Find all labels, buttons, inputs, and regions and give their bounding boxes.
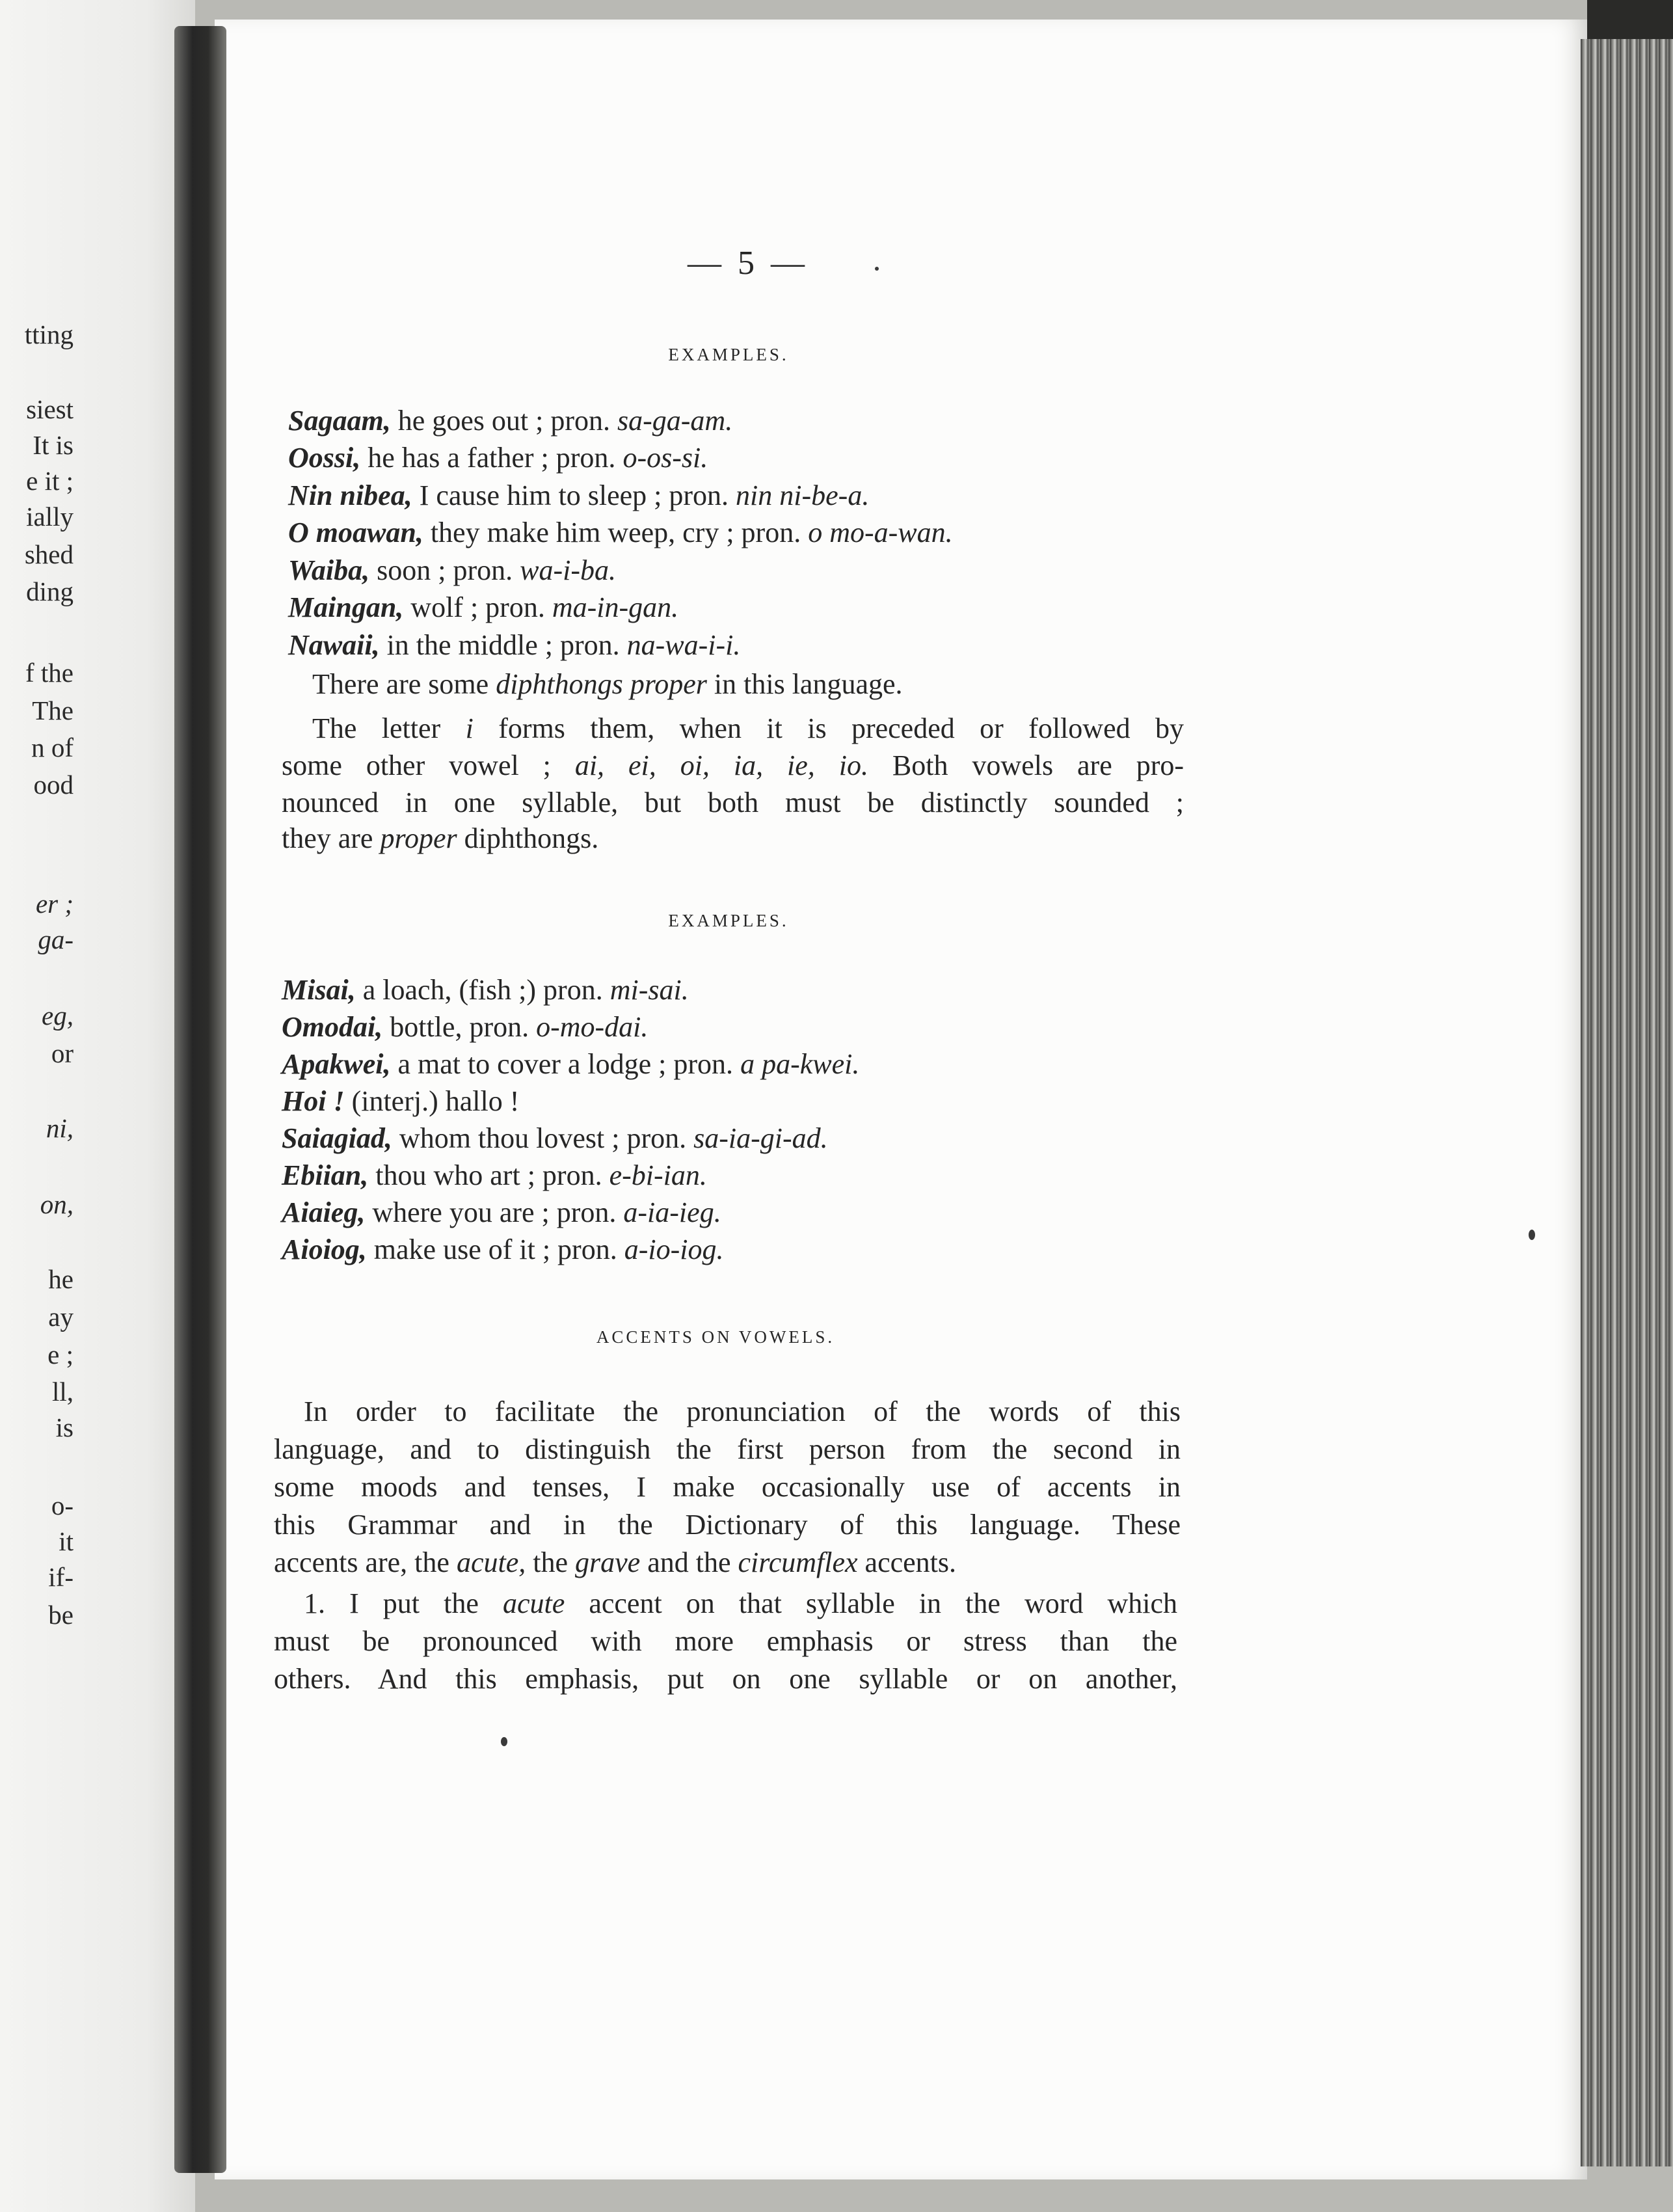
left-page-fragment: it [59, 1526, 74, 1556]
paragraph-line: must be pronounced with more emphasis or stress than the [274, 1625, 1177, 1657]
example-line: Ebiian, thou who art ; pron. e-bi-ian. [282, 1159, 707, 1191]
paragraph-line: nounced in one syllable, but both must be distinctly sounded ; [282, 787, 1184, 818]
left-page-fragment: e ; [47, 1340, 74, 1369]
page-number: — 5 — [688, 245, 809, 282]
scan-speck [875, 267, 879, 271]
left-page-fragment: he [48, 1264, 74, 1294]
left-page-fragment: er ; [35, 889, 74, 919]
example-line: Maingan, wolf ; pron. ma-in-gan. [288, 591, 679, 623]
example-line: Omodai, bottle, pron. o-mo-dai. [282, 1011, 649, 1043]
paragraph-line: this Grammar and in the Dictionary of this language. These [274, 1509, 1181, 1541]
example-line: Apakwei, a mat to cover a lodge ; pron. a pa-kwei. [282, 1048, 860, 1080]
paragraph-line: 1. I put the acute accent on that syllable in the word which [304, 1587, 1177, 1619]
heading-examples-2: EXAMPLES. [668, 911, 789, 930]
left-page-fragment: e it ; [26, 466, 74, 496]
left-page-fragment: ll, [51, 1377, 74, 1407]
paragraph-line: language, and to distinguish the first person from the second in [274, 1433, 1181, 1465]
example-line: Sagaam, he goes out ; pron. sa-ga-am. [288, 405, 733, 437]
left-page-fragment: be [48, 1600, 74, 1630]
example-line: Misai, a loach, (fish ;) pron. mi-sai. [282, 974, 689, 1006]
example-line: Nin nibea, I cause him to sleep ; pron. nin ni-be-a. [288, 479, 870, 511]
book-gutter [174, 26, 226, 2173]
left-page-fragment: n of [31, 733, 74, 762]
example-line: Hoi ! (interj.) hallo ! [282, 1085, 520, 1117]
example-line: Oossi, he has a father ; pron. o-os-si. [288, 442, 708, 474]
paragraph-line: others. And this emphasis, put on one syllable or on another, [274, 1663, 1177, 1695]
example-line: Waiba, soon ; pron. wa-i-ba. [288, 554, 616, 586]
paragraph-line: they are proper diphthongs. [282, 822, 599, 854]
example-line: O moawan, they make him weep, cry ; pron. o mo-a-wan. [288, 517, 953, 548]
left-page-fragment: siest [26, 394, 74, 424]
example-line: Nawaii, in the middle ; pron. na-wa-i-i. [288, 629, 741, 661]
diphthong-intro: There are some diphthongs proper in this language. [312, 668, 903, 700]
left-page-fragment: ially [26, 502, 74, 532]
left-page-fragment: The [32, 695, 74, 725]
left-page-fragment: shed [24, 539, 74, 569]
scan-speck [501, 1737, 507, 1746]
left-page-fragment: ood [33, 770, 74, 800]
paragraph-line: In order to facilitate the pronunciation of the words of this [304, 1396, 1181, 1427]
scan-speck [1529, 1230, 1535, 1240]
left-page-fragment: or [51, 1038, 74, 1068]
left-page-fragment: ay [48, 1302, 74, 1332]
left-page-fragment: f the [25, 658, 74, 688]
left-page-fragment: eg, [42, 1001, 74, 1031]
left-page-fragment: tting [24, 319, 74, 349]
paragraph-line: some moods and tenses, I make occasionally use of accents in [274, 1471, 1181, 1503]
left-page-fragment: ding [26, 576, 74, 606]
heading-accents-on-vowels: ACCENTS ON VOWELS. [596, 1327, 835, 1347]
heading-examples-1: EXAMPLES. [668, 345, 789, 364]
left-page-fragment: if- [48, 1562, 74, 1592]
left-page-fragment: on, [40, 1189, 74, 1219]
left-page-fragment: It is [33, 430, 74, 460]
page-edges-stack [1581, 39, 1673, 2166]
paragraph-line: some other vowel ; ai, ei, oi, ia, ie, io. Both vowels are pro- [282, 749, 1184, 781]
paragraph-line: accents are, the acute, the grave and the circumflex accents. [274, 1546, 957, 1578]
left-page-fragment: ga- [38, 924, 74, 954]
left-page-fragment: is [55, 1412, 74, 1442]
example-line: Aioiog, make use of it ; pron. a-io-iog. [282, 1234, 724, 1265]
example-line: Saiagiad, whom thou lovest ; pron. sa-ia-gi-ad. [282, 1122, 828, 1154]
example-line: Aiaieg, where you are ; pron. a-ia-ieg. [282, 1196, 721, 1228]
paragraph-line: The letter i forms them, when it is preceded or followed by [312, 712, 1184, 744]
left-page-fragment: o- [51, 1490, 74, 1520]
left-page-fragment: ni, [46, 1113, 74, 1143]
